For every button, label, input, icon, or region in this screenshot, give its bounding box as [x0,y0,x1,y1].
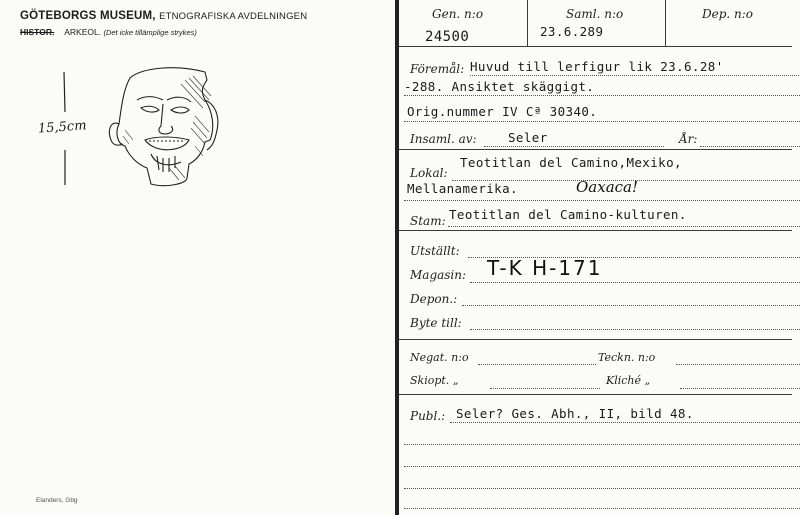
dotted-line [404,466,800,467]
dotted-line [470,329,800,330]
lokal-line-1: Teotitlan del Camino,Mexiko, [460,155,682,170]
dotted-line [470,75,800,76]
dotted-line [470,282,800,283]
depon-label: Depon.: [410,292,458,306]
dotted-line [478,364,596,365]
dotted-line [404,444,800,445]
foremal-label: Föremål: [410,62,465,76]
lokal-label: Lokal: [410,166,448,180]
gen-label: Gen. n:o [432,7,484,21]
gen-value: 24500 [425,29,470,45]
skiopt-label: Skiopt. „ [410,374,459,387]
foremal-line-3: Orig.nummer IV Cª 30340. [407,104,598,119]
museum-name: GÖTEBORGS MUSEUM, [20,10,156,22]
dotted-line [700,146,800,147]
row-divider [399,339,792,340]
insaml-label: Insaml. av: [410,132,477,146]
stam-value: Teotitlan del Camino-kulturen. [449,207,687,222]
dotted-line [462,305,800,306]
foremal-line-1: Huvud till lerfigur lik 23.6.28' [470,59,724,74]
strike-note: (Det icke tillämplige strykes) [103,28,197,37]
card-divider [395,0,399,515]
negat-label: Negat. n:o [410,351,469,364]
dep-label: Dep. n:o [702,7,754,21]
dotted-line [404,488,800,489]
stam-label: Stam: [410,214,446,228]
byte-label: Byte till: [410,316,462,330]
head-sketch-icon [55,60,235,200]
lokal-line-2: Mellanamerika. [407,181,518,196]
lokal-handwritten: Oaxaca! [576,178,639,196]
publ-value: Seler? Ges. Abh., II, bild 48. [456,406,694,421]
magasin-value: T-K H-171 [487,256,603,280]
saml-value: 23.6.289 [540,24,604,39]
dotted-line [404,200,800,201]
row-divider [399,394,792,395]
section-name: ARKEOL. [64,27,102,37]
dotted-line [450,422,800,423]
measurement-label: 15,5cm [37,118,88,137]
section-line [20,27,197,37]
dotted-line [404,95,800,96]
teckn-label: Teckn. n:o [598,351,656,364]
dotted-line [448,226,800,227]
museum-header [20,10,307,22]
row-divider [399,149,792,150]
printer-mark: Elanders, Gbg [36,497,78,504]
magasin-label: Magasin: [410,268,467,282]
ar-label: År: [679,132,698,146]
insaml-value: Seler [508,130,548,145]
utstallt-label: Utställt: [410,244,460,258]
publ-label: Publ.: [410,409,446,423]
column-divider [665,0,666,46]
foremal-line-2: -288. Ansiktet skäggigt. [404,79,595,94]
dotted-line [676,364,800,365]
saml-label: Saml. n:o [566,7,624,21]
cliche-label: Kliché „ [606,374,651,387]
dotted-line [484,146,664,147]
dotted-line [404,121,800,122]
dotted-line [404,508,800,509]
dotted-line [680,388,800,389]
column-divider [527,0,528,46]
row-divider [399,230,792,231]
row-divider [399,46,792,47]
dotted-line [490,388,600,389]
struck-section: HISTOR. [20,27,55,37]
department-name: ETNOGRAFISKA AVDELNINGEN [159,11,308,22]
